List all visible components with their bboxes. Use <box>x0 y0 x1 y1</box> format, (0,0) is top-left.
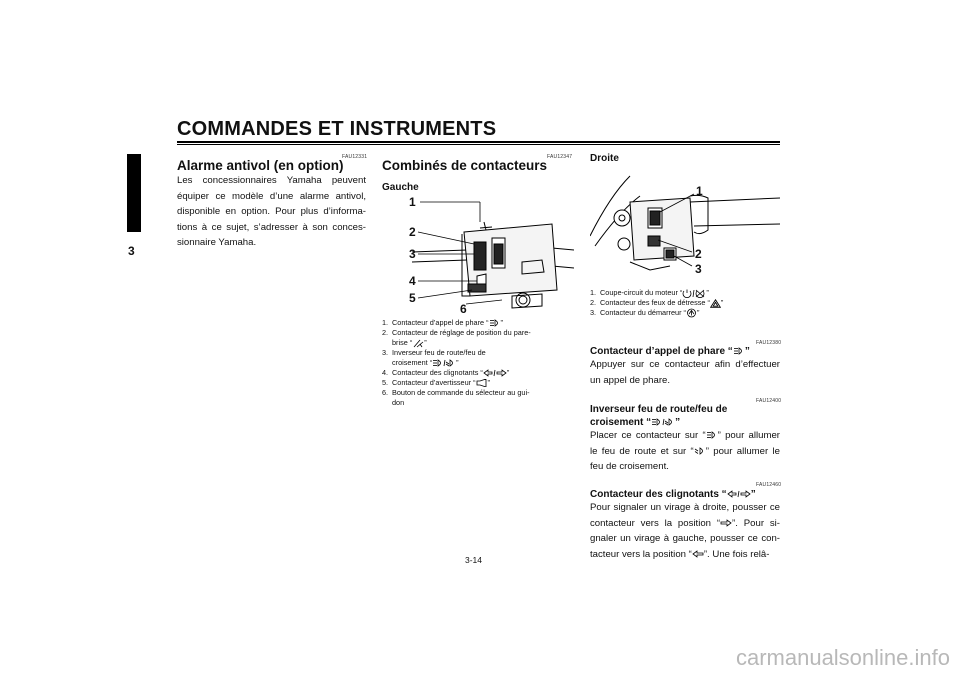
footer-watermark: carmanualsonline.info <box>735 645 950 670</box>
section-title-passing: Contacteur d’appel de phare “ ” <box>590 346 750 357</box>
turn-signal-body: Pour signaler un virage à droite, pousser ce contacteur vers la position “ ”. Pour si-gnaler un virage à gauche, pousser ce con-tacteur vers la position “ ”. Une fois relâ- <box>590 502 780 560</box>
hazard-icon <box>710 299 721 308</box>
caption-item: 3. Inverseur feu de route/feu de croisement “ ” <box>382 348 486 367</box>
section-title-dimmer: Inverseur feu de route/feu de croisement “ ” <box>590 404 728 428</box>
header-rule-thin <box>177 144 780 145</box>
page-header-title: COMMANDES ET INSTRUMENTS <box>177 118 497 140</box>
passing-body: Appuyer sur ce contacteur afin d’effectuer un appel de phare. <box>590 359 780 386</box>
turn-signal-icon <box>727 490 751 498</box>
subtitle-left: Gauche <box>382 182 419 193</box>
right-switch-illustration <box>590 166 780 278</box>
figure-label: 1 <box>409 195 416 209</box>
chapter-number: 3 <box>128 244 135 258</box>
ref-code: FAU12460 <box>756 482 782 488</box>
caption-item: 2. Contacteur des feux de détresse “ ” <box>590 298 724 307</box>
subtitle-right: Droite <box>590 153 619 164</box>
engine-stop-icon <box>682 289 706 298</box>
horn-icon <box>476 379 488 387</box>
dimmer-body: Placer ce contacteur sur “ ” pour allumer le feu de route et sur “ ” pour allumer le feu de croisement. <box>590 430 780 473</box>
figure-label: 6 <box>460 302 467 316</box>
ref-code: FAU12347 <box>547 154 573 160</box>
caption-list-right <box>590 288 780 318</box>
left-arrow-icon <box>692 550 704 558</box>
section-title-switches: Combinés de contacteurs <box>382 158 548 173</box>
windshield-icon <box>412 339 424 348</box>
caption-item: 4. Contacteur des clignotants “ ” <box>382 368 510 377</box>
high-beam-icon <box>489 319 501 327</box>
ref-code: FAU12400 <box>756 398 782 404</box>
figure-label: 2 <box>695 247 702 261</box>
caption-list-left <box>382 318 572 408</box>
caption-item: 6. Bouton de commande du sélecteur au gui- don <box>382 388 530 407</box>
caption-item: 1. Contacteur d’appel de phare “ ” <box>382 318 503 327</box>
alarm-body: Les concessionnaires Yamaha peuvent équiper ce modèle d’une alarme antivol, disponible en option. Pour plus d’informa-tions à ce sujet, s’adresser à son conces-sionnaire Yamaha. <box>177 175 366 249</box>
figure-label: 2 <box>409 225 416 239</box>
section-title-turn-signal: Contacteur des clignotants “ ” <box>590 489 756 500</box>
figure-label: 5 <box>409 291 416 305</box>
turn-signal-icon <box>483 369 507 377</box>
section-title-alarm: Alarme antivol (en option) <box>177 158 344 173</box>
caption-item: 3. Contacteur du démarreur “ ” <box>590 308 700 317</box>
figure-label: 1 <box>696 184 703 198</box>
figure-label: 4 <box>409 274 416 288</box>
figure-label: 3 <box>409 247 416 261</box>
ref-code: FAU12380 <box>756 340 782 346</box>
caption-item: 1. Coupe-circuit du moteur “ ” <box>590 288 709 297</box>
low-beam-icon <box>694 447 706 455</box>
caption-item: 2. Contacteur de réglage de position du pare- brise “ ” <box>382 328 531 347</box>
high-beam-icon <box>733 347 745 355</box>
high-low-beam-icon <box>651 418 675 426</box>
starter-icon <box>686 308 697 318</box>
caption-item: 5. Contacteur d’avertisseur “ ” <box>382 378 490 387</box>
page-number: 3-14 <box>465 555 483 565</box>
right-arrow-icon <box>720 519 732 527</box>
figure-label: 3 <box>695 262 702 276</box>
ref-code: FAU12331 <box>342 154 368 160</box>
high-beam-icon <box>706 431 718 439</box>
high-low-beam-icon <box>432 359 456 367</box>
chapter-tab-marker <box>127 154 141 232</box>
header-rule <box>177 141 780 143</box>
